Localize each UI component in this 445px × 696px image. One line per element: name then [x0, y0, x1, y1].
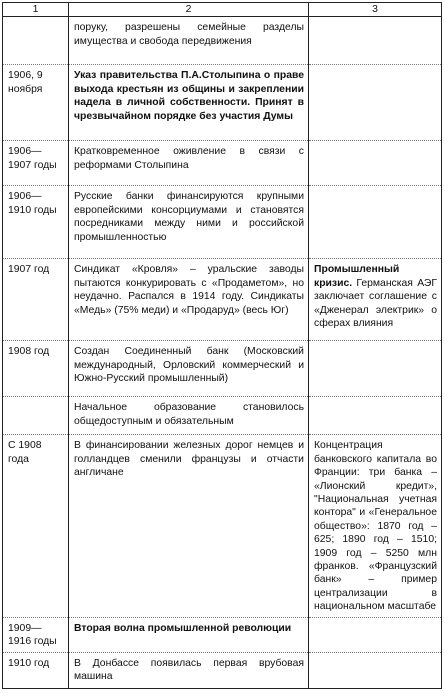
- table-row: [3, 617, 442, 652]
- event-cell: [69, 652, 309, 688]
- event-text: Синдикат «Кровля» – уральские заводы пытаются конкурировать с «Продаметом», но неудачно. Распался в 1914 году. Синдикаты «Медь» (75% меди) и «Продаруд» (весь Юг): [74, 264, 304, 316]
- world-cell: [309, 259, 442, 341]
- event-bold-text: Вторая волна промышленной революции: [74, 622, 292, 634]
- event-text: В финансировании железных дорог немцев и голландцев сменили французы и отчасти англичане: [74, 440, 304, 479]
- world-text: Концентрация банковского капитала во Франции: три банка – «Лионский кредит», "Национальная учетная контора" и «Генеральное общество»: 1870 год – 625; 1890 год – 1510; 1909 год – 5250 млн франков. «Французский банк» – пример централизации в национальном масштабе: [314, 440, 437, 613]
- world-cell: [309, 17, 442, 65]
- event-cell: [69, 186, 309, 259]
- event-cell: [69, 397, 309, 435]
- date-cell: 1909—1916 годы: [3, 617, 69, 652]
- column-header-2: 2: [69, 3, 309, 17]
- table-row: [3, 259, 442, 341]
- world-cell: [309, 397, 442, 435]
- table-row: [3, 341, 442, 397]
- world-text: Германская АЭГ заключает соглашение с «Дженерал электрик» о сферах влияния: [314, 277, 437, 330]
- world-cell: [309, 141, 442, 186]
- event-cell: [69, 65, 309, 141]
- event-text: Начальное образование становилось общедоступным и обязательным: [74, 402, 304, 427]
- world-cell: [309, 435, 442, 617]
- world-cell: [309, 652, 442, 688]
- table-row: [3, 397, 442, 435]
- column-header-3: 3: [309, 3, 442, 17]
- event-text: Русские банки финансируются крупными европейскими консорциумами и становятся посредниками между ними и российской промышленностью: [74, 191, 304, 243]
- chronology-table: [2, 2, 442, 689]
- date-cell: 1906—1910 годы: [3, 186, 69, 259]
- event-cell: [69, 141, 309, 186]
- date-cell: [3, 397, 69, 435]
- header-row: [3, 3, 442, 17]
- event-cell: [69, 341, 309, 397]
- column-header-1: 1: [3, 3, 69, 17]
- date-cell: 1910 год: [3, 652, 69, 688]
- world-cell: [309, 186, 442, 259]
- event-text: поруку, разрешены семейные разделы имущества и свобода передвижения: [74, 22, 304, 47]
- event-cell: [69, 259, 309, 341]
- event-cell: [69, 17, 309, 65]
- date-cell: 1906, 9 ноября: [3, 65, 69, 141]
- date-cell: 1906—1907 годы: [3, 141, 69, 186]
- table-row: [3, 17, 442, 65]
- date-cell: С 1908 года: [3, 435, 69, 617]
- date-cell: 1908 год: [3, 341, 69, 397]
- event-cell: [69, 435, 309, 617]
- event-text: Создан Соединенный банк (Московский международный, Орловский коммерческий и Южно-Русский промышленный): [74, 346, 304, 385]
- event-text: В Донбассе появилась первая врубовая машина: [74, 657, 304, 683]
- event-bold-text: Указ правительства П.А.Столыпина о праве выхода крестьян из общины и закреплении надела в личной собственности. Принят в чрезвычайном порядке без участия Думы: [74, 70, 304, 122]
- event-cell: [69, 617, 309, 652]
- world-cell: [309, 341, 442, 397]
- table-row: [3, 65, 442, 141]
- date-cell: [3, 17, 69, 65]
- date-cell: 1907 год: [3, 259, 69, 341]
- table-row: [3, 141, 442, 186]
- table-row: [3, 186, 442, 259]
- table-row: [3, 652, 442, 688]
- world-cell: [309, 65, 442, 141]
- world-cell: [309, 617, 442, 652]
- world-bold-text: Промышленный кризис.: [314, 264, 400, 289]
- table-row: [3, 435, 442, 617]
- event-text: Кратковременное оживление в связи с реформами Столыпина: [74, 146, 304, 171]
